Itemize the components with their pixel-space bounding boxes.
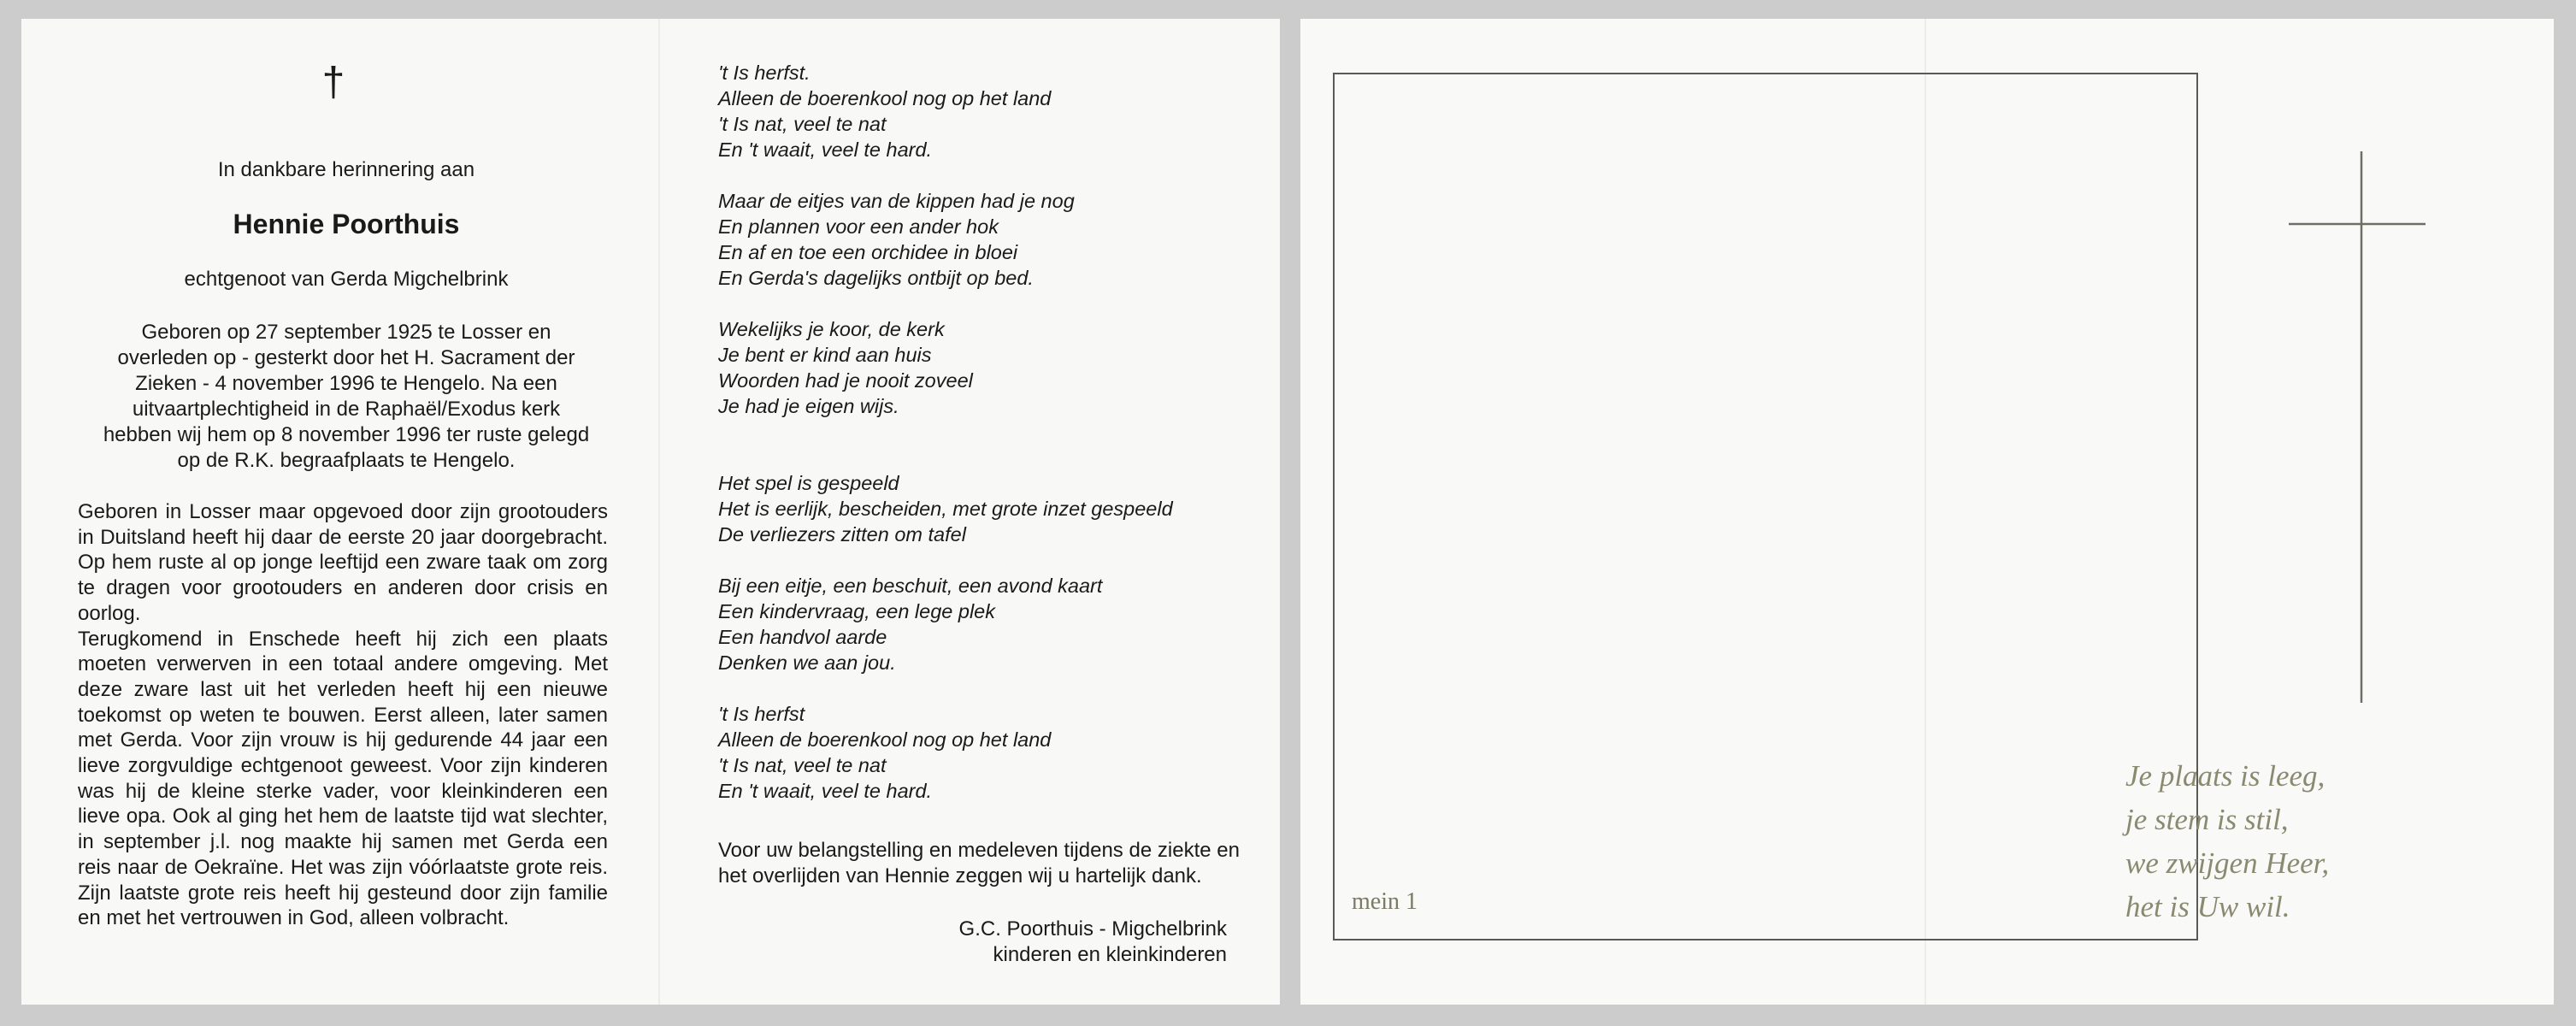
cross-icon: [2272, 130, 2426, 703]
text-line: Geboren op 27 september 1925 te Losser en: [141, 321, 551, 344]
biography: [78, 499, 608, 931]
text-line: hebben wij hem op 8 november 1996 ter ruste gelegd: [103, 423, 590, 446]
thanks-text: Voor uw belangstelling en medeleven tijdens de ziekte en het overlijden van Hennie zeggen wij u hartelijk dank.: [718, 839, 1240, 887]
poem-line: 't Is herfst: [718, 703, 805, 725]
poem-line: En plannen voor een ander hok: [718, 215, 999, 238]
poem-line: Je had je eigen wijs.: [718, 395, 899, 417]
quote-line: Je plaats is leeg,: [2125, 759, 2325, 793]
poem-line: Denken we aan jou.: [718, 652, 896, 674]
poem-line: Wekelijks je koor, de kerk: [718, 318, 945, 340]
bio-paragraph: Geboren in Losser maar opgevoed door zijn grootouders in Duitsland heeft hij daar de eerste 20 jaar doorgebracht. Op hem ruste al op jonge leeftijd een zware taak om zorg te dragen voor grootouders en anderen door crisis en oorlog.: [78, 500, 608, 625]
poem-line: 't Is nat, veel te nat: [718, 754, 887, 776]
poem-line: Bij een eitje, een beschuit, een avond kaart: [718, 575, 1103, 597]
card-fold: [658, 19, 660, 1005]
bio-paragraph: Terugkomend in Enschede heeft hij zich een plaats moeten verwerven in een totaal andere omgeving. Met deze zware last uit het verleden heeft hij een nieuwe toekomst op weten te bouwen. Eerst alleen, later samen met Gerda. Voor zijn vrouw is hij gedurende 44 jaar een lieve zorgvuldige echtgenoot geweest. Voor zijn kinderen was hij de kleine sterke vader, voor kleinkinderen een lieve opa. Ook al ging het hem de laatste tijd wat slechter, in september j.l. nog maakte hij samen met Gerda een reis naar de Oekraïne. Het was zijn vóórlaatste grote reis. Zijn laatste grote reis heeft hij gesteund door zijn familie en met het vertrouwen in God, alleen volbracht.: [78, 627, 608, 930]
quote-line: we zwijgen Heer,: [2125, 846, 2330, 880]
poem-line: Een kindervraag, een lege plek: [718, 600, 995, 622]
poem-stanza: [718, 573, 1265, 675]
poem-line: En Gerda's dagelijks ontbijt op bed.: [718, 267, 1034, 289]
cross-icon: †: [321, 60, 345, 105]
poem-line: Een handvol aarde: [718, 626, 887, 648]
poem-line: Maar de eitjes van de kippen had je nog: [718, 190, 1075, 212]
signature-line: G.C. Poorthuis - Migchelbrink: [958, 917, 1227, 940]
poem-line: Woorden had je nooit zoveel: [718, 369, 973, 392]
text-line: op de R.K. begraafplaats te Hengelo.: [177, 449, 516, 472]
poem-line: Alleen de boerenkool nog op het land: [718, 87, 1052, 109]
quote-line: het is Uw wil.: [2125, 890, 2290, 923]
signature: [959, 917, 1227, 968]
poem-stanza: [718, 188, 1265, 291]
poem-line: Het is eerlijk, bescheiden, met grote inzet gespeeld: [718, 498, 1173, 520]
poem-line: Alleen de boerenkool nog op het land: [718, 728, 1052, 751]
card-frame: [1333, 73, 2198, 940]
poem-line: Het spel is gespeeld: [718, 472, 899, 494]
text-line: overleden op - gesterkt door het H. Sacrament der: [117, 346, 575, 369]
poem-line: 't Is herfst.: [718, 62, 811, 84]
spouse-line: echtgenoot van Gerda Migchelbrink: [184, 268, 509, 291]
poem-stanza: [718, 316, 1265, 419]
poem-line: De verliezers zitten om tafel: [718, 523, 966, 545]
memorial-quote: [2125, 754, 2329, 929]
memorial-card-outside: [1300, 19, 2554, 1005]
poem-line: 't Is nat, veel te nat: [718, 113, 887, 135]
deceased-name: Hennie Poorthuis: [233, 209, 460, 239]
poem-stanza: [718, 470, 1265, 547]
poem: [718, 60, 1265, 829]
birth-death-text: [73, 320, 620, 474]
signature-line: kinderen en kleinkinderen: [993, 943, 1227, 966]
remembrance-heading: In dankbare herinnering aan: [217, 158, 475, 181]
poem-line: Je bent er kind aan huis: [718, 344, 932, 366]
poem-stanza: [718, 701, 1265, 804]
quote-line: je stem is stil,: [2125, 803, 2289, 836]
poem-line: En 't waait, veel te hard.: [718, 139, 933, 161]
memorial-card-inside: [21, 19, 1280, 1005]
card-label: mein 1: [1352, 888, 1418, 915]
poem-line: En af en toe een orchidee in bloei: [718, 241, 1018, 263]
poem-stanza: [718, 60, 1265, 162]
poem-line: En 't waait, veel te hard.: [718, 780, 933, 802]
text-line: uitvaartplechtigheid in de Raphaël/Exodus kerk: [132, 398, 561, 421]
text-line: Zieken - 4 november 1996 te Hengelo. Na een: [135, 372, 557, 395]
